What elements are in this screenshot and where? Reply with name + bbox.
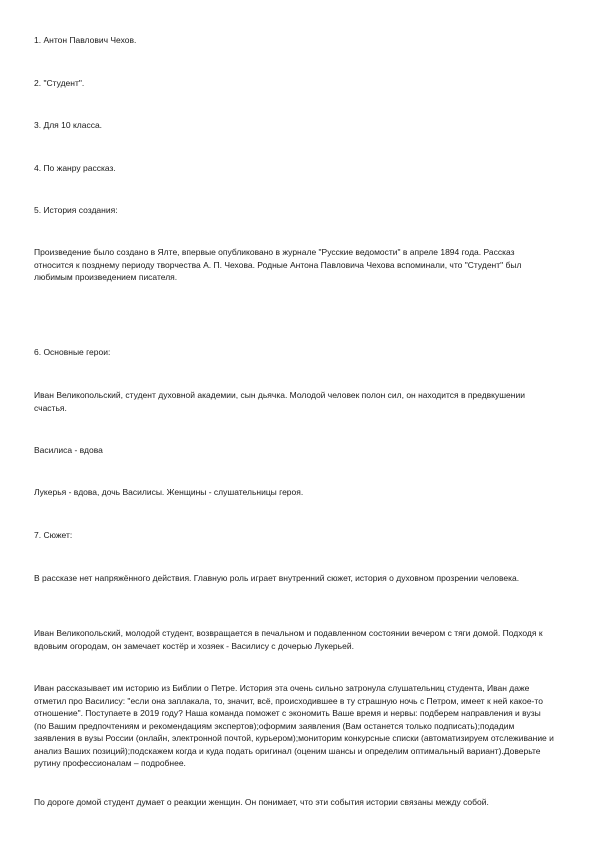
paragraph-hero-lukerya: Лукерья - вдова, дочь Василисы. Женщины - слушательницы героя. <box>34 487 304 497</box>
paragraph-hero-vasilisa: Василиса - вдова <box>34 445 103 455</box>
section-heading-plot: 7. Сюжет: <box>34 530 73 540</box>
list-item-genre: 4. По жанру рассказ. <box>34 163 116 173</box>
list-item-author: 1. Антон Павлович Чехов. <box>34 35 137 45</box>
section-heading-heroes: 6. Основные герои: <box>34 347 111 357</box>
paragraph-hero-ivan: Иван Великопольский, студент духовной академии, сын дьячка. Молодой человек полон сил, он находится в предвкушении счастья. <box>34 390 525 413</box>
list-item-title: 2. "Студент". <box>34 78 85 88</box>
paragraph-plot-end: По дороге домой студент думает о реакции женщин. Он понимает, что эти события истории связаны между собой. <box>34 797 489 807</box>
section-heading-creation: 5. История создания: <box>34 205 118 215</box>
list-item-grade: 3. Для 10 класса. <box>34 120 103 130</box>
paragraph-plot-intro: В рассказе нет напряжённого действия. Главную роль играет внутренний сюжет, история о духовном прозрении человека. <box>34 573 520 583</box>
paragraph-plot-return: Иван Великопольский, молодой студент, возвращается в печальном и подавленном состоянии вечером с тяги домой. Подходя к вдовьим огородам, он замечает костёр и хозяек - Василису с дочерью Лукерьей. <box>34 628 543 651</box>
paragraph-plot-story: Иван рассказывает им историю из Библии о Петре. История эта очень сильно затронула слушательниц студента, Иван даже отметил про Василису: "если она заплакала, то, значит, всё, происходившее в ту страшную ночь с Петром, имеет к ней какое-то отношение". Поступаете в 2019 году? Наша команда поможет с экономить Ваше время и нервы: подберем направления и вузы (по Вашим предпочтениям и рекомендациям экспертов);оформим заявления (Вам останется только подписать);подадим заявления в вузы России (онлайн, электронной почтой, курьером);мониторим конкурсные списки (автоматизируем отслеживание и анализ Ваших позиций);подскажем когда и куда подать оригинал (оценим шансы и определим оптимальный вариант).Доверьте рутину профессионалам – подробнее. <box>34 683 554 768</box>
paragraph-creation-history: Произведение было создано в Ялте, впервые опубликовано в журнале "Русские ведомости" в апреле 1894 года. Рассказ относится к позднему периоду творчества А. П. Чехова. Родные Антона Павловича Чехова вспоминали, что "Студент" был любимым произведением писателя. <box>34 247 522 282</box>
